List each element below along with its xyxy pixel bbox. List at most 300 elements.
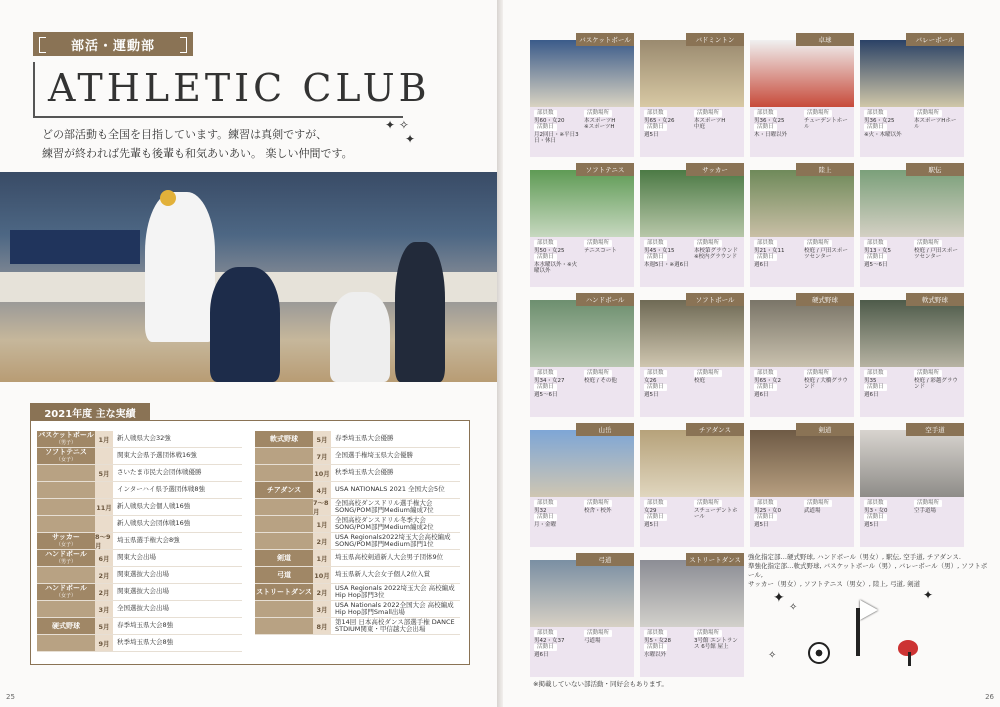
result-row [37,567,242,584]
intro-text [42,125,422,163]
result-category-name: ハンドボール [45,584,87,592]
club-photo [750,40,854,107]
club-name: 駅伝 [906,163,964,176]
club-name: 空手道 [906,423,964,436]
result-category-sub: （女子） [55,457,76,463]
result-category-sub: （女子） [55,542,76,548]
info-value: 週5日 [644,391,659,398]
info-chip: 活動日 [644,254,667,261]
club-info-left [644,630,690,674]
info-chip: 活動場所 [584,630,612,637]
result-row [37,448,242,465]
club-name: サッカー [686,163,744,176]
club-photo [640,430,744,497]
club-card [530,423,634,535]
info-chip: 部員数 [754,240,777,247]
info-value: チューデントホール [804,117,848,130]
info-value: 男3・女0 [864,507,888,514]
info-value: 男36・女25 [864,117,895,124]
info-chip: 部員数 [864,500,887,507]
info-chip: 活動日 [534,254,557,261]
info-value: 月・金曜 [534,521,557,528]
result-text: 秋季埼玉県大会優勝 [335,468,394,477]
info-chip: 活動場所 [584,370,612,377]
club-info [530,497,634,547]
club-name: 軟式野球 [906,293,964,306]
info-value: ※校内グラウンド [694,254,738,260]
club-info-left [534,240,580,284]
result-month [95,448,113,464]
photo-player-4 [330,292,390,382]
club-card [530,553,634,665]
info-chip: 部員数 [534,110,557,117]
club-photo [750,170,854,237]
info-chip: 部員数 [754,500,777,507]
result-month: 2月 [95,584,113,600]
result-category [37,533,95,549]
info-chip: 活動場所 [694,240,722,247]
result-month: 5月 [313,431,331,447]
info-chip: 部員数 [864,370,887,377]
result-category [37,499,95,515]
result-month: 9月 [95,635,113,651]
sparkle-icon: ✦ ✧ [385,118,409,132]
club-photo [640,560,744,627]
club-name: 卓球 [796,33,854,46]
info-chip: 活動日 [864,124,887,131]
club-info [860,367,964,417]
photo-player-3 [210,267,280,382]
designation-line-1: 強化指定部…硬式野球, ハンドボール（男女）, 駅伝, 空手道, チアダンス. [748,553,961,561]
result-text: 埼玉県新人大会女子個人2位入賞 [335,570,431,579]
club-info [640,497,744,547]
club-info [750,497,854,547]
club-info-right [694,500,740,544]
result-text: 秋季埼玉県大会8強 [117,638,174,647]
result-month: 2月 [95,567,113,583]
result-text: さいたま市民大会団体戦優勝 [117,468,202,477]
result-month: 1月 [95,431,113,447]
info-value: 男35 [864,377,877,384]
info-value: 男60・女20 [534,117,565,124]
info-chip: 活動場所 [694,500,722,507]
sparkle-icon-5: ✦ [923,588,934,602]
result-text: 第14回 日本高校ダンス部選手権 DANCE STDIUM関東・甲信越大会出場 [335,617,455,633]
info-chip: 部員数 [644,370,667,377]
info-value: 週5日 [644,131,659,138]
club-info-right [804,500,850,544]
info-chip: 活動日 [534,384,557,391]
info-value: 弓道場 [584,637,601,644]
info-value: 男34・女27 [534,377,565,384]
club-name: 剣道 [796,423,854,436]
club-card [640,553,744,665]
result-month: 8〜9月 [95,533,113,549]
result-month: 10月 [313,567,331,583]
info-chip: 部員数 [534,240,557,247]
intro-line-1: どの部活動も全国を目指しています。練習は真剣ですが、 [42,128,328,141]
info-chip: 部員数 [534,630,557,637]
club-info-right [914,110,960,154]
result-text: 関東大会出場 [117,553,156,562]
info-chip: 活動日 [534,514,557,521]
info-value: 週5日 [644,521,659,528]
result-text: 新人戦県大会32強 [117,434,171,443]
flag-icon [860,600,878,620]
info-value: ※火・木曜以外 [864,131,902,138]
club-info-left [754,240,800,284]
info-value: 本週5日・※週6日 [644,261,689,268]
info-chip: 部員数 [534,370,557,377]
sparkle-icon-2: ✦ [405,132,416,146]
club-info-left [644,110,690,154]
info-value: 本校第グラウンド [694,247,739,254]
intro-line-2: 練習が終われば先輩も後輩も和気あいあい。 楽しい仲間です。 [42,147,353,160]
info-chip: 活動場所 [694,370,722,377]
result-row [255,465,460,482]
club-card [860,423,964,535]
result-category [37,465,95,481]
result-category [37,550,95,566]
info-value: 男65・女26 [644,117,675,124]
info-value: 校舎・校外 [584,507,612,514]
info-value: 武道場 [804,507,821,514]
result-category [255,618,313,634]
info-value: ※スポーツH [584,124,615,130]
info-value: 校庭 / その他 [584,377,617,384]
club-info [640,237,744,287]
result-month: 3月 [95,601,113,617]
club-info-left [644,500,690,544]
result-row [37,584,242,601]
info-chip: 活動日 [754,384,777,391]
info-chip: 活動場所 [694,630,722,637]
paddle-handle-icon [908,652,911,666]
club-info-right [804,370,850,414]
result-category-sub: （女子） [55,593,76,599]
designations-note [748,553,988,589]
info-chip: 部員数 [754,370,777,377]
info-value: 男13・女5 [864,247,891,254]
info-value: 週6日 [534,651,549,658]
photo-player-5 [395,242,445,382]
result-text: 埼玉県選手権大会8強 [117,536,180,545]
info-value: 校庭 / 彩越グラウンド [914,377,958,390]
info-value: 男50・女25 [534,247,565,254]
info-chip: 活動場所 [804,500,832,507]
result-category [255,567,313,583]
info-value: 男32 [534,507,547,514]
info-value: 男21・女11 [754,247,785,254]
info-value: 中庭 [694,124,706,130]
result-row [255,482,460,499]
club-name: 陸上 [796,163,854,176]
results-table [30,420,470,665]
result-month: 8月 [313,618,331,634]
club-card [860,293,964,405]
info-value: 3号館 エントランス 6号館 屋上 [694,637,738,650]
result-category-name: 弓道 [277,571,291,579]
club-info-left [864,500,910,544]
result-month: 7〜8月 [313,499,331,515]
club-photo [860,40,964,107]
club-name: ソフトテニス [576,163,634,176]
club-info [530,107,634,157]
section-tag: 部活・運動部 [33,32,193,56]
club-info [750,107,854,157]
club-info [640,367,744,417]
club-info-right [694,370,740,414]
result-category [37,584,95,600]
club-name: 硬式野球 [796,293,854,306]
info-value: 週6日 [754,261,769,268]
info-chip: 活動場所 [804,370,832,377]
info-chip: 活動日 [644,384,667,391]
right-page [503,0,1000,707]
club-info-right [694,240,740,284]
club-photo [530,430,634,497]
page-number-right: 26 [985,693,994,701]
result-category-sub: （男子） [55,559,76,565]
info-value: 校庭 / 戸田スポーツセンター [914,247,958,260]
info-chip: 部員数 [644,110,667,117]
result-category-name: 硬式野球 [52,622,80,630]
result-row [37,465,242,482]
result-category [37,601,95,617]
info-value: 女29 [644,507,657,514]
result-category [255,516,313,532]
info-chip: 活動場所 [584,110,612,117]
club-info-right [914,370,960,414]
sparkle-icon-4: ✧ [789,602,798,613]
club-info [640,627,744,677]
club-info-right [584,630,630,674]
info-chip: 活動日 [644,124,667,131]
result-text: 全国高校ダンスドリル選手権大会SONG/POM部門Medium編成7位 [335,498,434,514]
info-value: 本スポーツHホール [914,117,957,130]
club-name: ストリートダンス [686,553,744,566]
result-text: 全国選抜大会出場 [117,604,169,613]
club-info-right [914,500,960,544]
result-row [255,550,460,567]
info-value: 男5・女28 [644,637,671,644]
result-category [255,482,313,498]
result-row [255,533,460,550]
photo-player-jump [145,192,215,342]
club-info [750,367,854,417]
info-value: 週6日 [864,391,879,398]
result-row [37,618,242,635]
result-category-name: ソフトテニス [45,448,87,456]
club-card [530,163,634,275]
result-row [37,482,242,499]
info-chip: 活動場所 [914,500,942,507]
info-value: 週6日 [754,391,769,398]
club-card [860,33,964,145]
info-value: 週5〜6日 [864,261,888,268]
info-chip: 活動日 [644,644,667,651]
club-info-right [914,240,960,284]
info-chip: 活動日 [534,124,557,131]
club-photo [750,430,854,497]
club-name: バレーボール [906,33,964,46]
info-chip: 部員数 [864,240,887,247]
club-photo [530,170,634,237]
info-value: 校庭 / 戸田スポーツセンター [804,247,848,260]
info-value: 空手道場 [914,507,937,514]
club-photo [860,170,964,237]
info-value: 本スポーツH [694,117,726,124]
sparkle-icon-6: ✧ [768,650,777,661]
info-value: 本水曜以外・※火曜以外 [534,261,578,274]
info-value: 男36・女25 [754,117,785,124]
club-card [750,33,854,145]
result-row [37,533,242,550]
result-text: USA Regionals 2022埼玉大会 高校編成Hip Hop部門3位 [335,583,455,599]
result-row [255,448,460,465]
club-name: チアダンス [686,423,744,436]
club-info-left [644,240,690,284]
result-text: 関東選抜大会出場 [117,587,169,596]
result-category [37,448,95,464]
info-chip: 活動場所 [914,240,942,247]
result-category [255,499,313,515]
club-info [530,367,634,417]
info-chip: 活動場所 [804,240,832,247]
club-info [750,237,854,287]
result-category [37,635,95,651]
result-category [255,431,313,447]
result-category [255,465,313,481]
club-photo [530,560,634,627]
info-chip: 部員数 [644,630,667,637]
club-info-right [584,240,630,284]
result-category [37,567,95,583]
club-info [860,237,964,287]
result-month: 7月 [313,448,331,464]
designation-line-2: 準強化指定部…軟式野球, バスケットボール（男）, バレーボール（男）, ソフトボール, [748,562,988,579]
club-info-right [584,110,630,154]
result-category-name: サッカー [52,533,80,541]
info-value: 男25・女0 [754,507,781,514]
result-row [37,550,242,567]
soccer-ball-icon [808,642,830,664]
club-info-right [804,110,850,154]
info-value: 本スポーツH [584,117,616,124]
club-info-left [864,370,910,414]
club-info-right [694,630,740,674]
club-info [530,627,634,677]
result-text: 新人戦県大会個人戦16強 [117,502,191,511]
club-photo [530,40,634,107]
result-month: 11月 [95,499,113,515]
club-info-right [804,240,850,284]
info-chip: 活動場所 [804,110,832,117]
info-chip: 活動場所 [584,500,612,507]
club-photo [640,300,744,367]
club-name: ハンドボール [576,293,634,306]
result-row [37,601,242,618]
result-text: 全国選手権埼玉県大会優勝 [335,451,413,460]
result-text: USA NATIONALS 2021 全国大会5位 [335,485,445,494]
result-category [37,516,95,532]
club-name: バスケットボール [576,33,634,46]
club-info-left [754,500,800,544]
result-category-name: ストリートダンス [256,588,312,596]
result-row [37,499,242,516]
result-category [37,618,95,634]
results-right-column [255,431,460,635]
result-row [37,635,242,652]
info-chip: 部員数 [864,110,887,117]
info-chip: 活動日 [864,254,887,261]
info-chip: 活動場所 [914,370,942,377]
result-text: 関東大会県予選団体戦16強 [117,451,197,460]
result-text: インターハイ県予選団体戦8強 [117,485,206,494]
club-info [640,107,744,157]
club-info-left [644,370,690,414]
result-category-name: バスケットボール [38,431,94,439]
page-title: ATHLETIC CLUB [48,66,431,110]
info-chip: 活動場所 [694,110,722,117]
handball-photo [0,172,497,382]
info-chip: 活動場所 [584,240,612,247]
info-chip: 活動場所 [914,110,942,117]
club-photo [640,40,744,107]
club-info-left [864,110,910,154]
club-info-left [754,370,800,414]
club-photo [640,170,744,237]
result-text: 関東選抜大会出場 [117,570,169,579]
result-text: 春季埼玉県大会8強 [117,621,174,630]
result-category-name: 軟式野球 [270,435,298,443]
club-card [640,293,744,405]
club-info-right [584,370,630,414]
info-chip: 部員数 [534,500,557,507]
result-category [255,601,313,617]
info-value: 週5日 [754,521,769,528]
info-chip: 部員数 [644,240,667,247]
info-value: スチューデントホール [694,507,738,520]
club-info-right [584,500,630,544]
result-text: USA Regionals2022埼玉大会高校編成SONG/POM部門Medium部門1位 [335,532,451,548]
result-row [37,431,242,448]
club-info-left [534,630,580,674]
club-info-left [534,370,580,414]
info-chip: 部員数 [644,500,667,507]
info-chip: 活動日 [864,514,887,521]
result-category [255,550,313,566]
club-info [860,497,964,547]
result-month [95,516,113,532]
result-category [255,584,313,600]
result-text: 埼玉県高校剣道新人大会男子団体9位 [335,553,444,562]
result-text: 新人戦県大会団体戦16強 [117,519,191,528]
result-month: 2月 [313,533,331,549]
result-month: 10月 [313,465,331,481]
club-card [860,163,964,275]
result-month: 1月 [313,516,331,532]
info-value: テニスコート [584,247,617,254]
info-value: 校庭 / 大橋グラウンド [804,377,848,390]
result-row [255,618,460,635]
page-number-left: 25 [6,693,15,701]
result-row [255,499,460,516]
club-card [750,163,854,275]
result-row [255,584,460,601]
info-chip: 活動日 [644,514,667,521]
photo-banner [10,230,140,264]
